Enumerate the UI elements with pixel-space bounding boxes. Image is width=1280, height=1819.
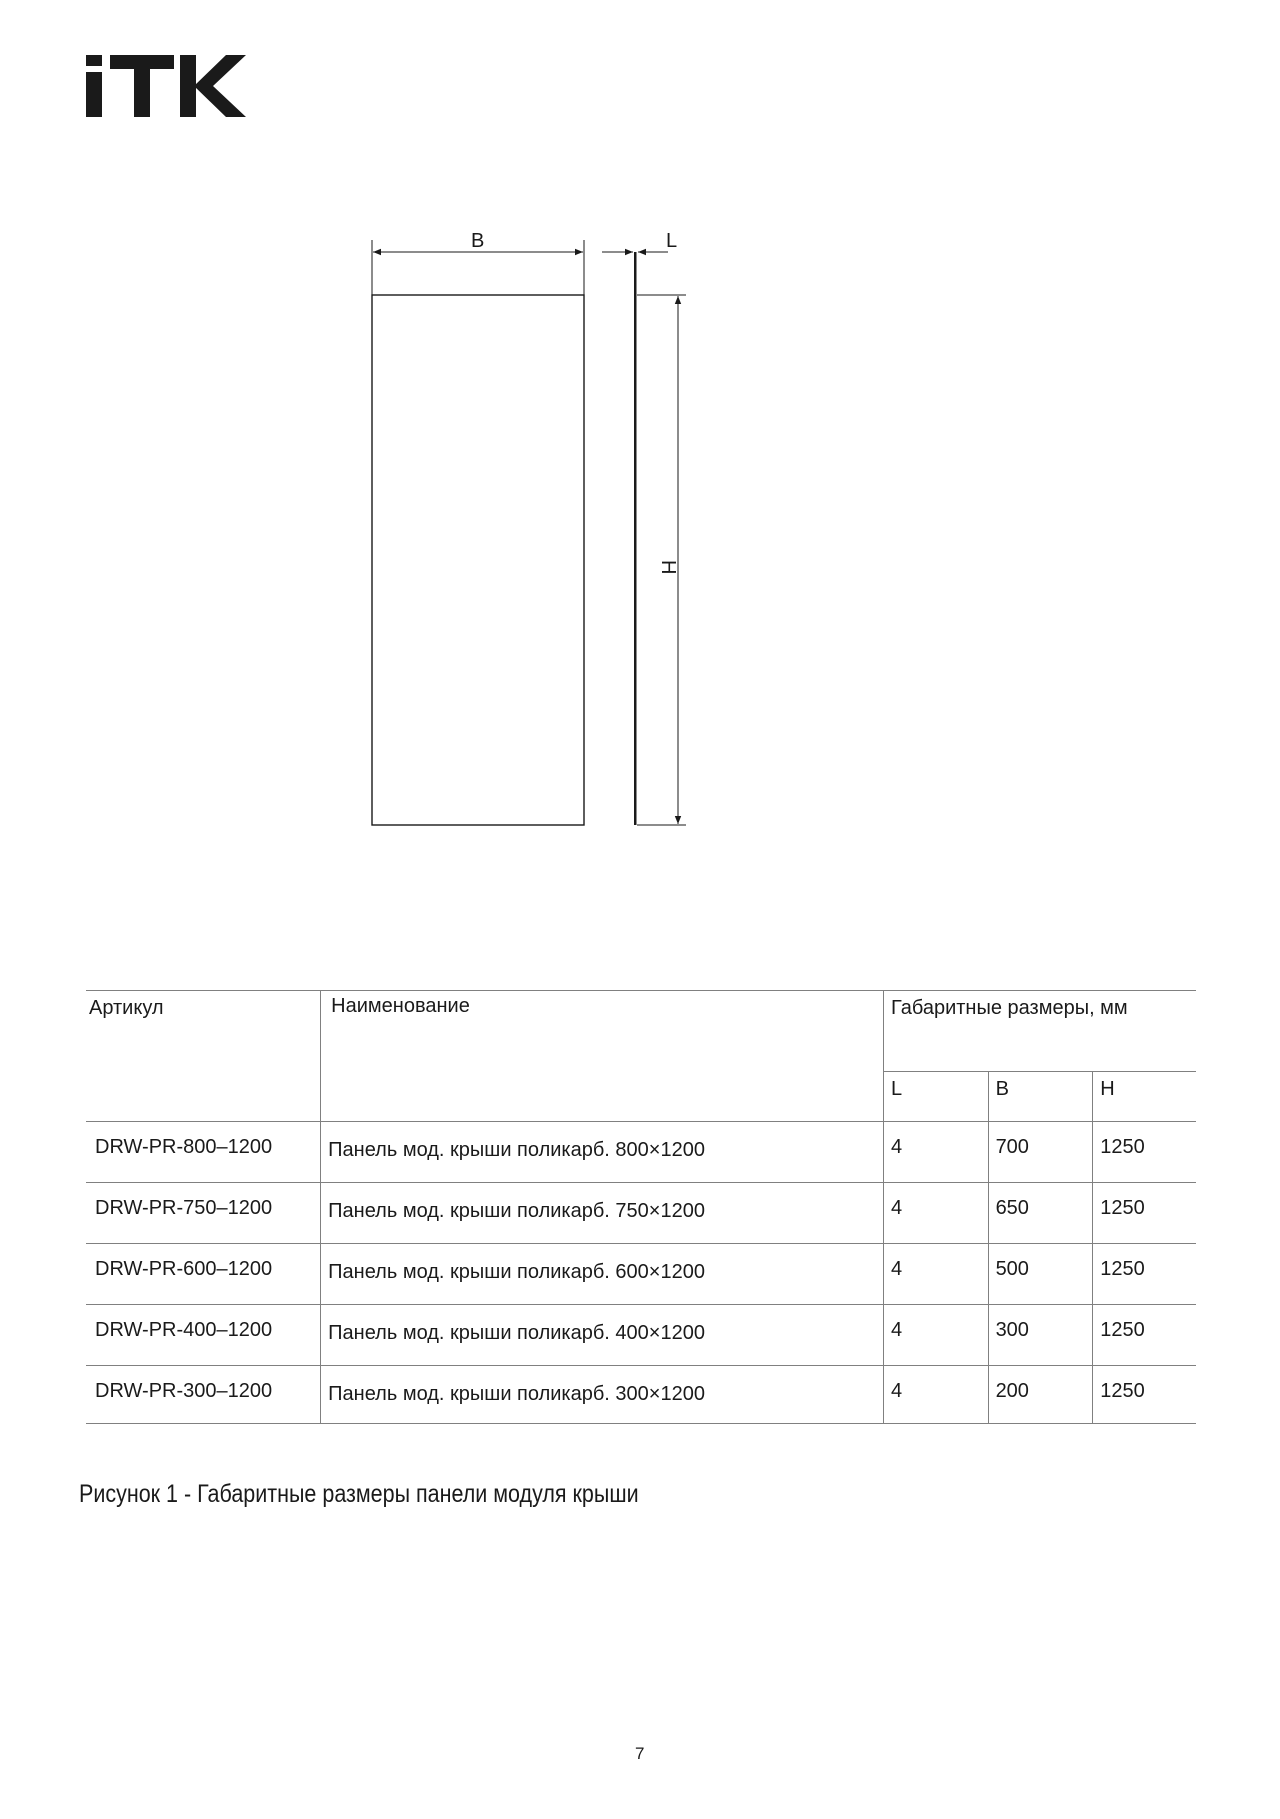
cell-article: DRW-PR-400–1200: [86, 1305, 321, 1366]
cell-name: Панель мод. крыши поликарб. 300×1200: [321, 1366, 884, 1424]
header-h: H: [1093, 1072, 1196, 1122]
panel-side-view: [634, 252, 637, 825]
dimension-h-label: H: [657, 560, 679, 575]
figure-caption: Рисунок 1 - Габаритные размеры панели модуля крыши: [79, 1480, 639, 1508]
cell-name: Панель мод. крыши поликарб. 750×1200: [321, 1183, 884, 1244]
table-row: [86, 1183, 1196, 1244]
table-row: [86, 1305, 1196, 1366]
panel-front-view: [372, 295, 584, 825]
cell-l: 4: [884, 1122, 989, 1183]
itk-logo: [86, 55, 246, 117]
cell-l: 4: [884, 1366, 989, 1424]
cell-l: 4: [884, 1183, 989, 1244]
cell-name: Панель мод. крыши поликарб. 600×1200: [321, 1244, 884, 1305]
cell-article: DRW-PR-750–1200: [86, 1183, 321, 1244]
cell-article: DRW-PR-300–1200: [86, 1366, 321, 1424]
cell-b: 650: [988, 1183, 1093, 1244]
header-name: Наименование: [321, 991, 884, 1122]
dimension-b-label: B: [471, 230, 485, 252]
header-article: Артикул: [86, 991, 321, 1122]
cell-b: 300: [988, 1305, 1093, 1366]
header-dimensions-group: Габаритные размеры, мм: [884, 991, 1197, 1072]
cell-article: DRW-PR-600–1200: [86, 1244, 321, 1305]
cell-h: 1250: [1093, 1305, 1196, 1366]
cell-name: Панель мод. крыши поликарб. 400×1200: [321, 1305, 884, 1366]
header-b: B: [988, 1072, 1093, 1122]
cell-h: 1250: [1093, 1244, 1196, 1305]
dimension-l-label: L: [666, 230, 678, 252]
cell-l: 4: [884, 1305, 989, 1366]
table-row: [86, 1244, 1196, 1305]
header-l: L: [884, 1072, 989, 1122]
cell-l: 4: [884, 1244, 989, 1305]
cell-b: 500: [988, 1244, 1093, 1305]
cell-b: 200: [988, 1366, 1093, 1424]
cell-b: 700: [988, 1122, 1093, 1183]
table-row: [86, 1122, 1196, 1183]
panel-dimension-drawing: [0, 0, 1280, 860]
cell-article: DRW-PR-800–1200: [86, 1122, 321, 1183]
cell-h: 1250: [1093, 1183, 1196, 1244]
page-number: 7: [635, 1744, 645, 1763]
cell-h: 1250: [1093, 1366, 1196, 1424]
cell-h: 1250: [1093, 1122, 1196, 1183]
dimensions-table: [86, 990, 1196, 1424]
table-row: [86, 1366, 1196, 1424]
cell-name: Панель мод. крыши поликарб. 800×1200: [321, 1122, 884, 1183]
